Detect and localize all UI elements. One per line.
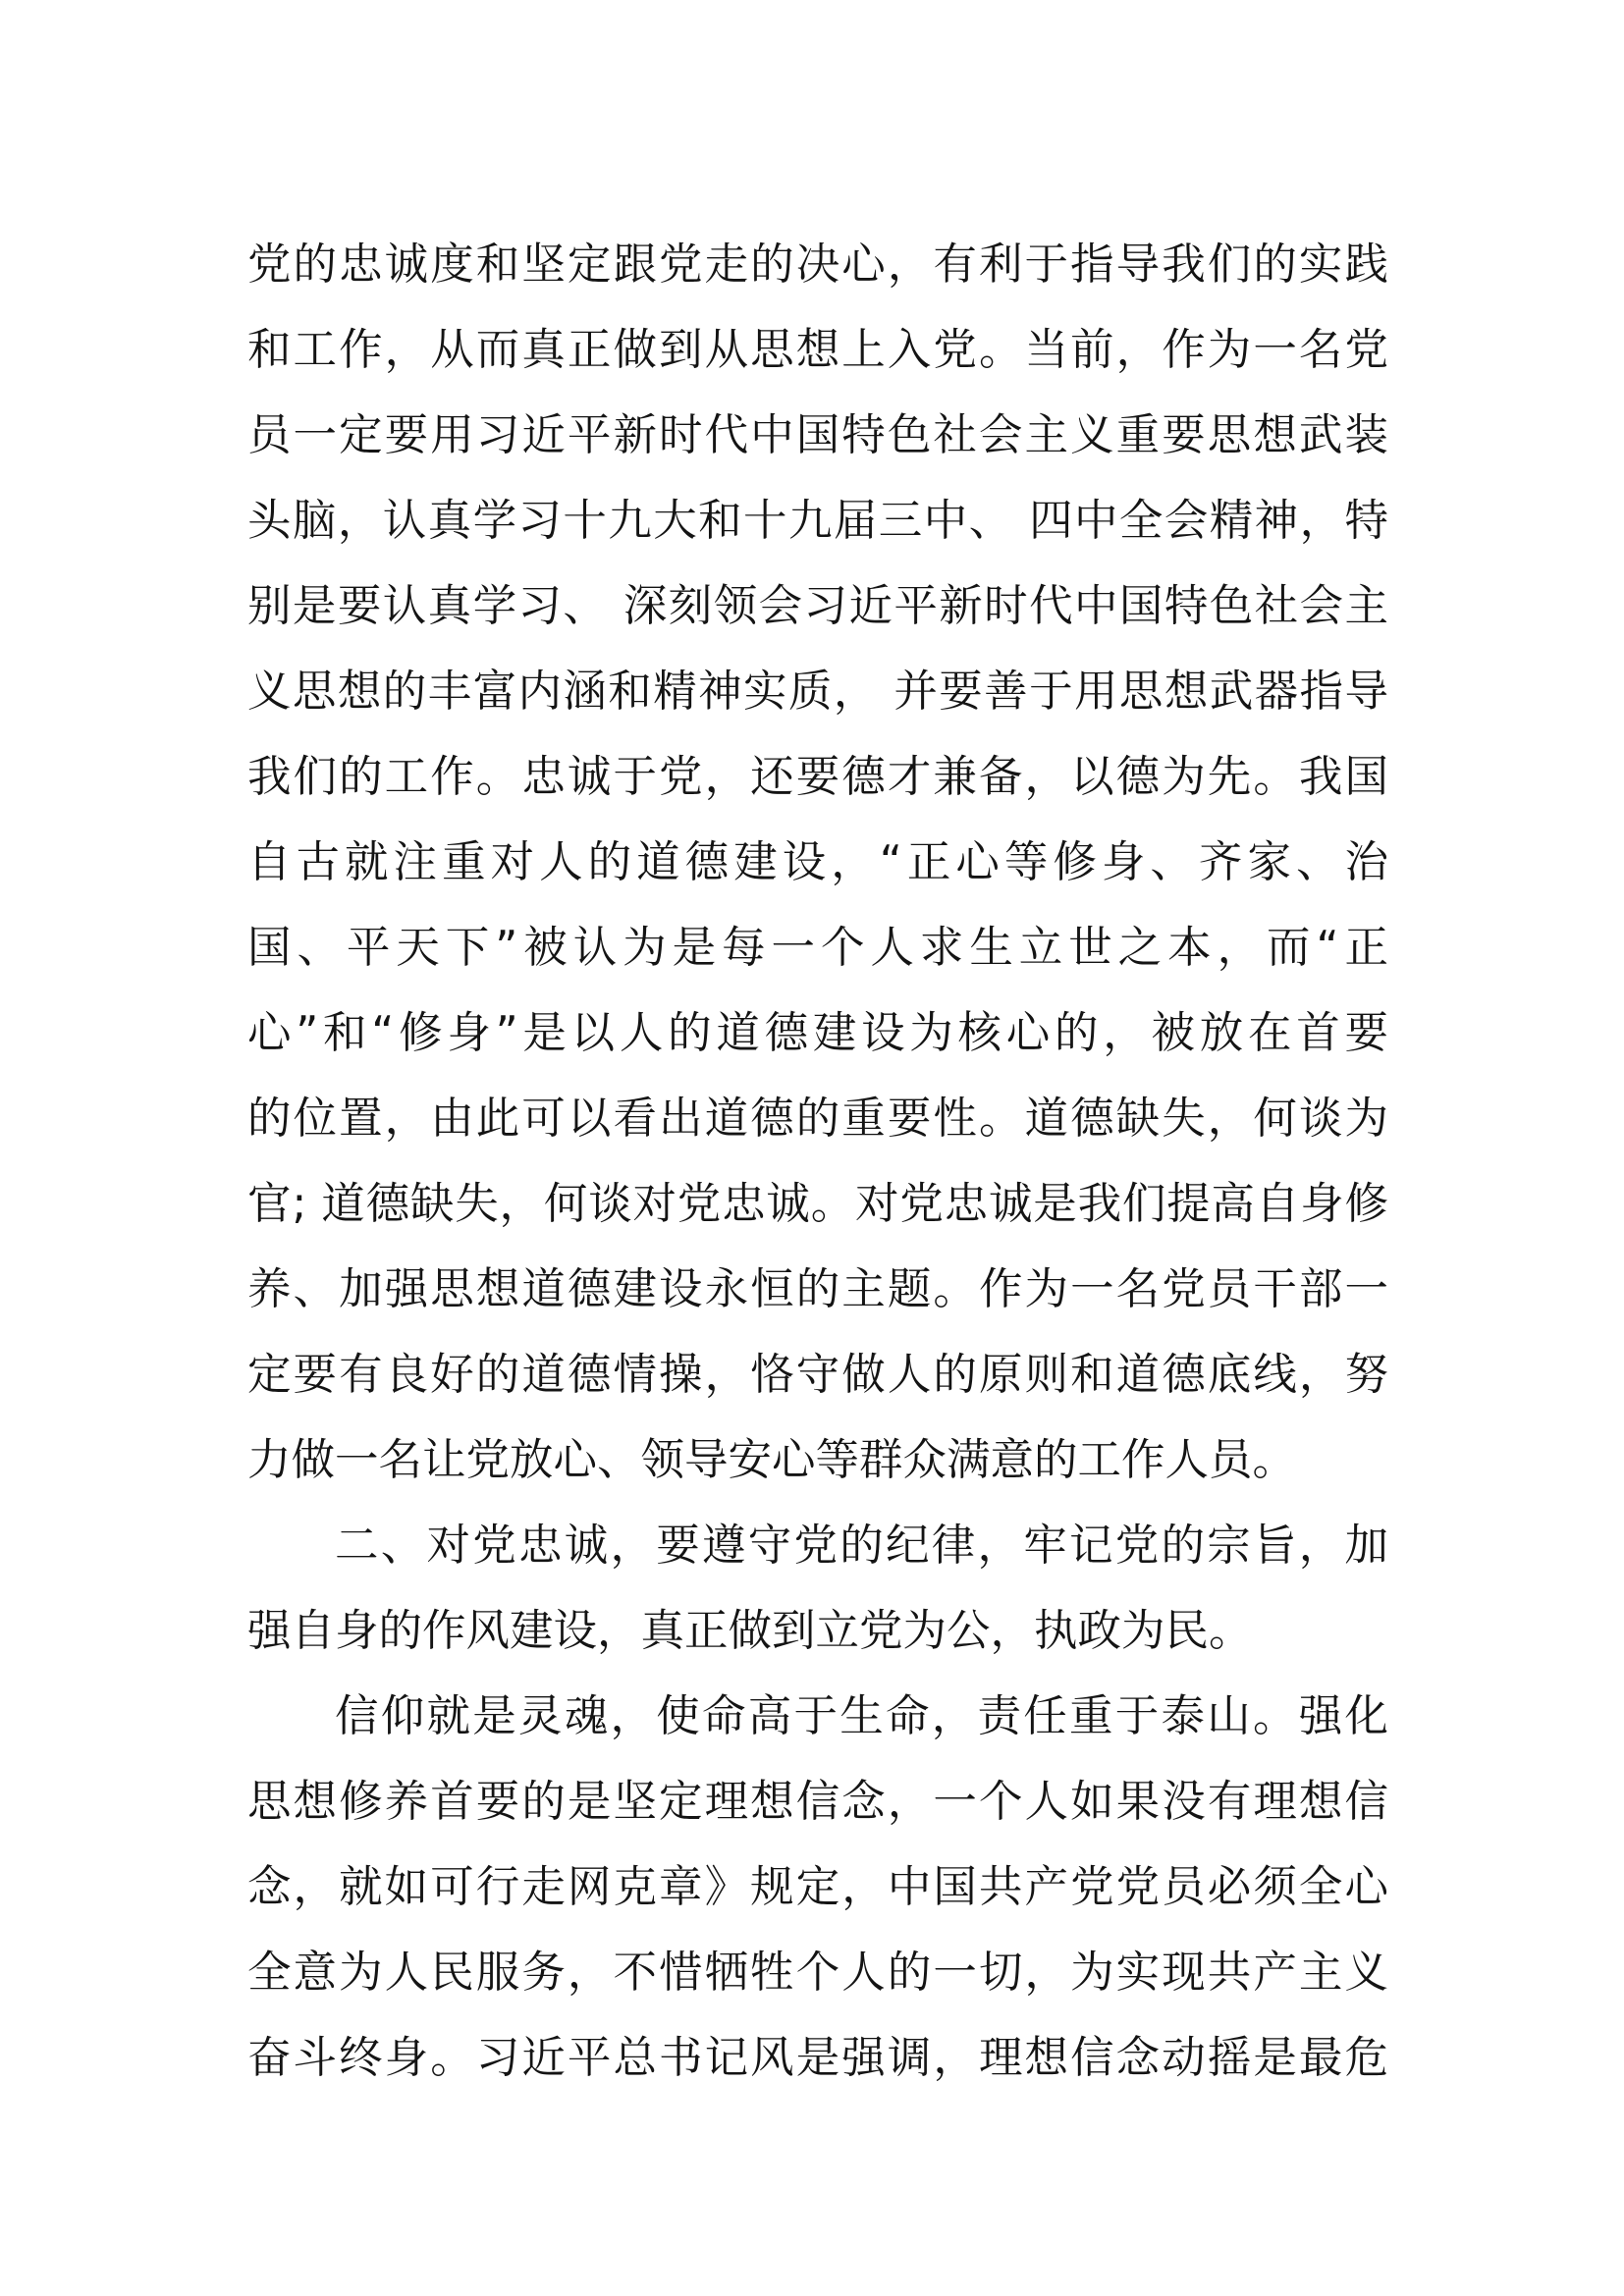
text-line: 念，就如可行走网克章》规定，中国共产党党员必须全心 bbox=[247, 1862, 1388, 1912]
text-line: 养、加强思想道德建设永恒的主题。作为一名党员干部一 bbox=[247, 1264, 1388, 1314]
text-line: 官; 道德缺失，何谈对党忠诚。对党忠诚是我们提高自身修 bbox=[247, 1179, 1388, 1229]
text-line: 自古就注重对人的道德建设，“正心等修身、齐家、治 bbox=[247, 837, 1388, 887]
text-line: 力做一名让党放心、领导安心等群众满意的工作人员。 bbox=[247, 1435, 1297, 1485]
text-line: 的位置，由此可以看出道德的重要性。道德缺失，何谈为 bbox=[247, 1094, 1388, 1144]
text-line: 员一定要用习近平新时代中国特色社会主义重要思想武装 bbox=[247, 410, 1388, 460]
text-line: 别是要认真学习、 深刻领会习近平新时代中国特色社会主 bbox=[247, 581, 1388, 631]
text-line: 思想修养首要的是坚定理想信念，一个人如果没有理想信 bbox=[247, 1777, 1388, 1827]
text-line: 信仰就是灵魂，使命高于生命，责任重于泰山。强化 bbox=[335, 1691, 1388, 1741]
text-line: 全意为人民服务，不惜牺牲个人的一切，为实现共产主义 bbox=[247, 1948, 1388, 1998]
section-heading-line: 强自身的作风建设，真正做到立党为公，执政为民。 bbox=[247, 1606, 1253, 1656]
text-line: 心”和“修身”是以人的道德建设为核心的，被放在首要 bbox=[247, 1008, 1388, 1058]
text-line: 和工作，从而真正做到从思想上入党。当前，作为一名党 bbox=[247, 325, 1388, 375]
text-line: 奋斗终身。习近平总书记风是强调，理想信念动摇是最危 bbox=[247, 2033, 1388, 2083]
text-line: 国、平天下”被认为是每一个人求生立世之本，而“正 bbox=[247, 923, 1388, 973]
section-heading-line: 二、对党忠诚，要遵守党的纪律，牢记党的宗旨，加 bbox=[335, 1521, 1388, 1571]
body-text bbox=[247, 222, 1388, 2101]
text-line: 我们的工作。忠诚于党，还要德才兼备，以德为先。我国 bbox=[247, 752, 1388, 802]
text-line: 头脑，认真学习十九大和十九届三中、 四中全会精神，特 bbox=[247, 496, 1388, 546]
text-line: 定要有良好的道德情操，恪守做人的原则和道德底线，努 bbox=[247, 1350, 1388, 1400]
text-line: 党的忠诚度和坚定跟党走的决心，有利于指导我们的实践 bbox=[247, 240, 1388, 290]
text-line: 义思想的丰富内涵和精神实质， 并要善于用思想武器指导 bbox=[247, 667, 1388, 717]
